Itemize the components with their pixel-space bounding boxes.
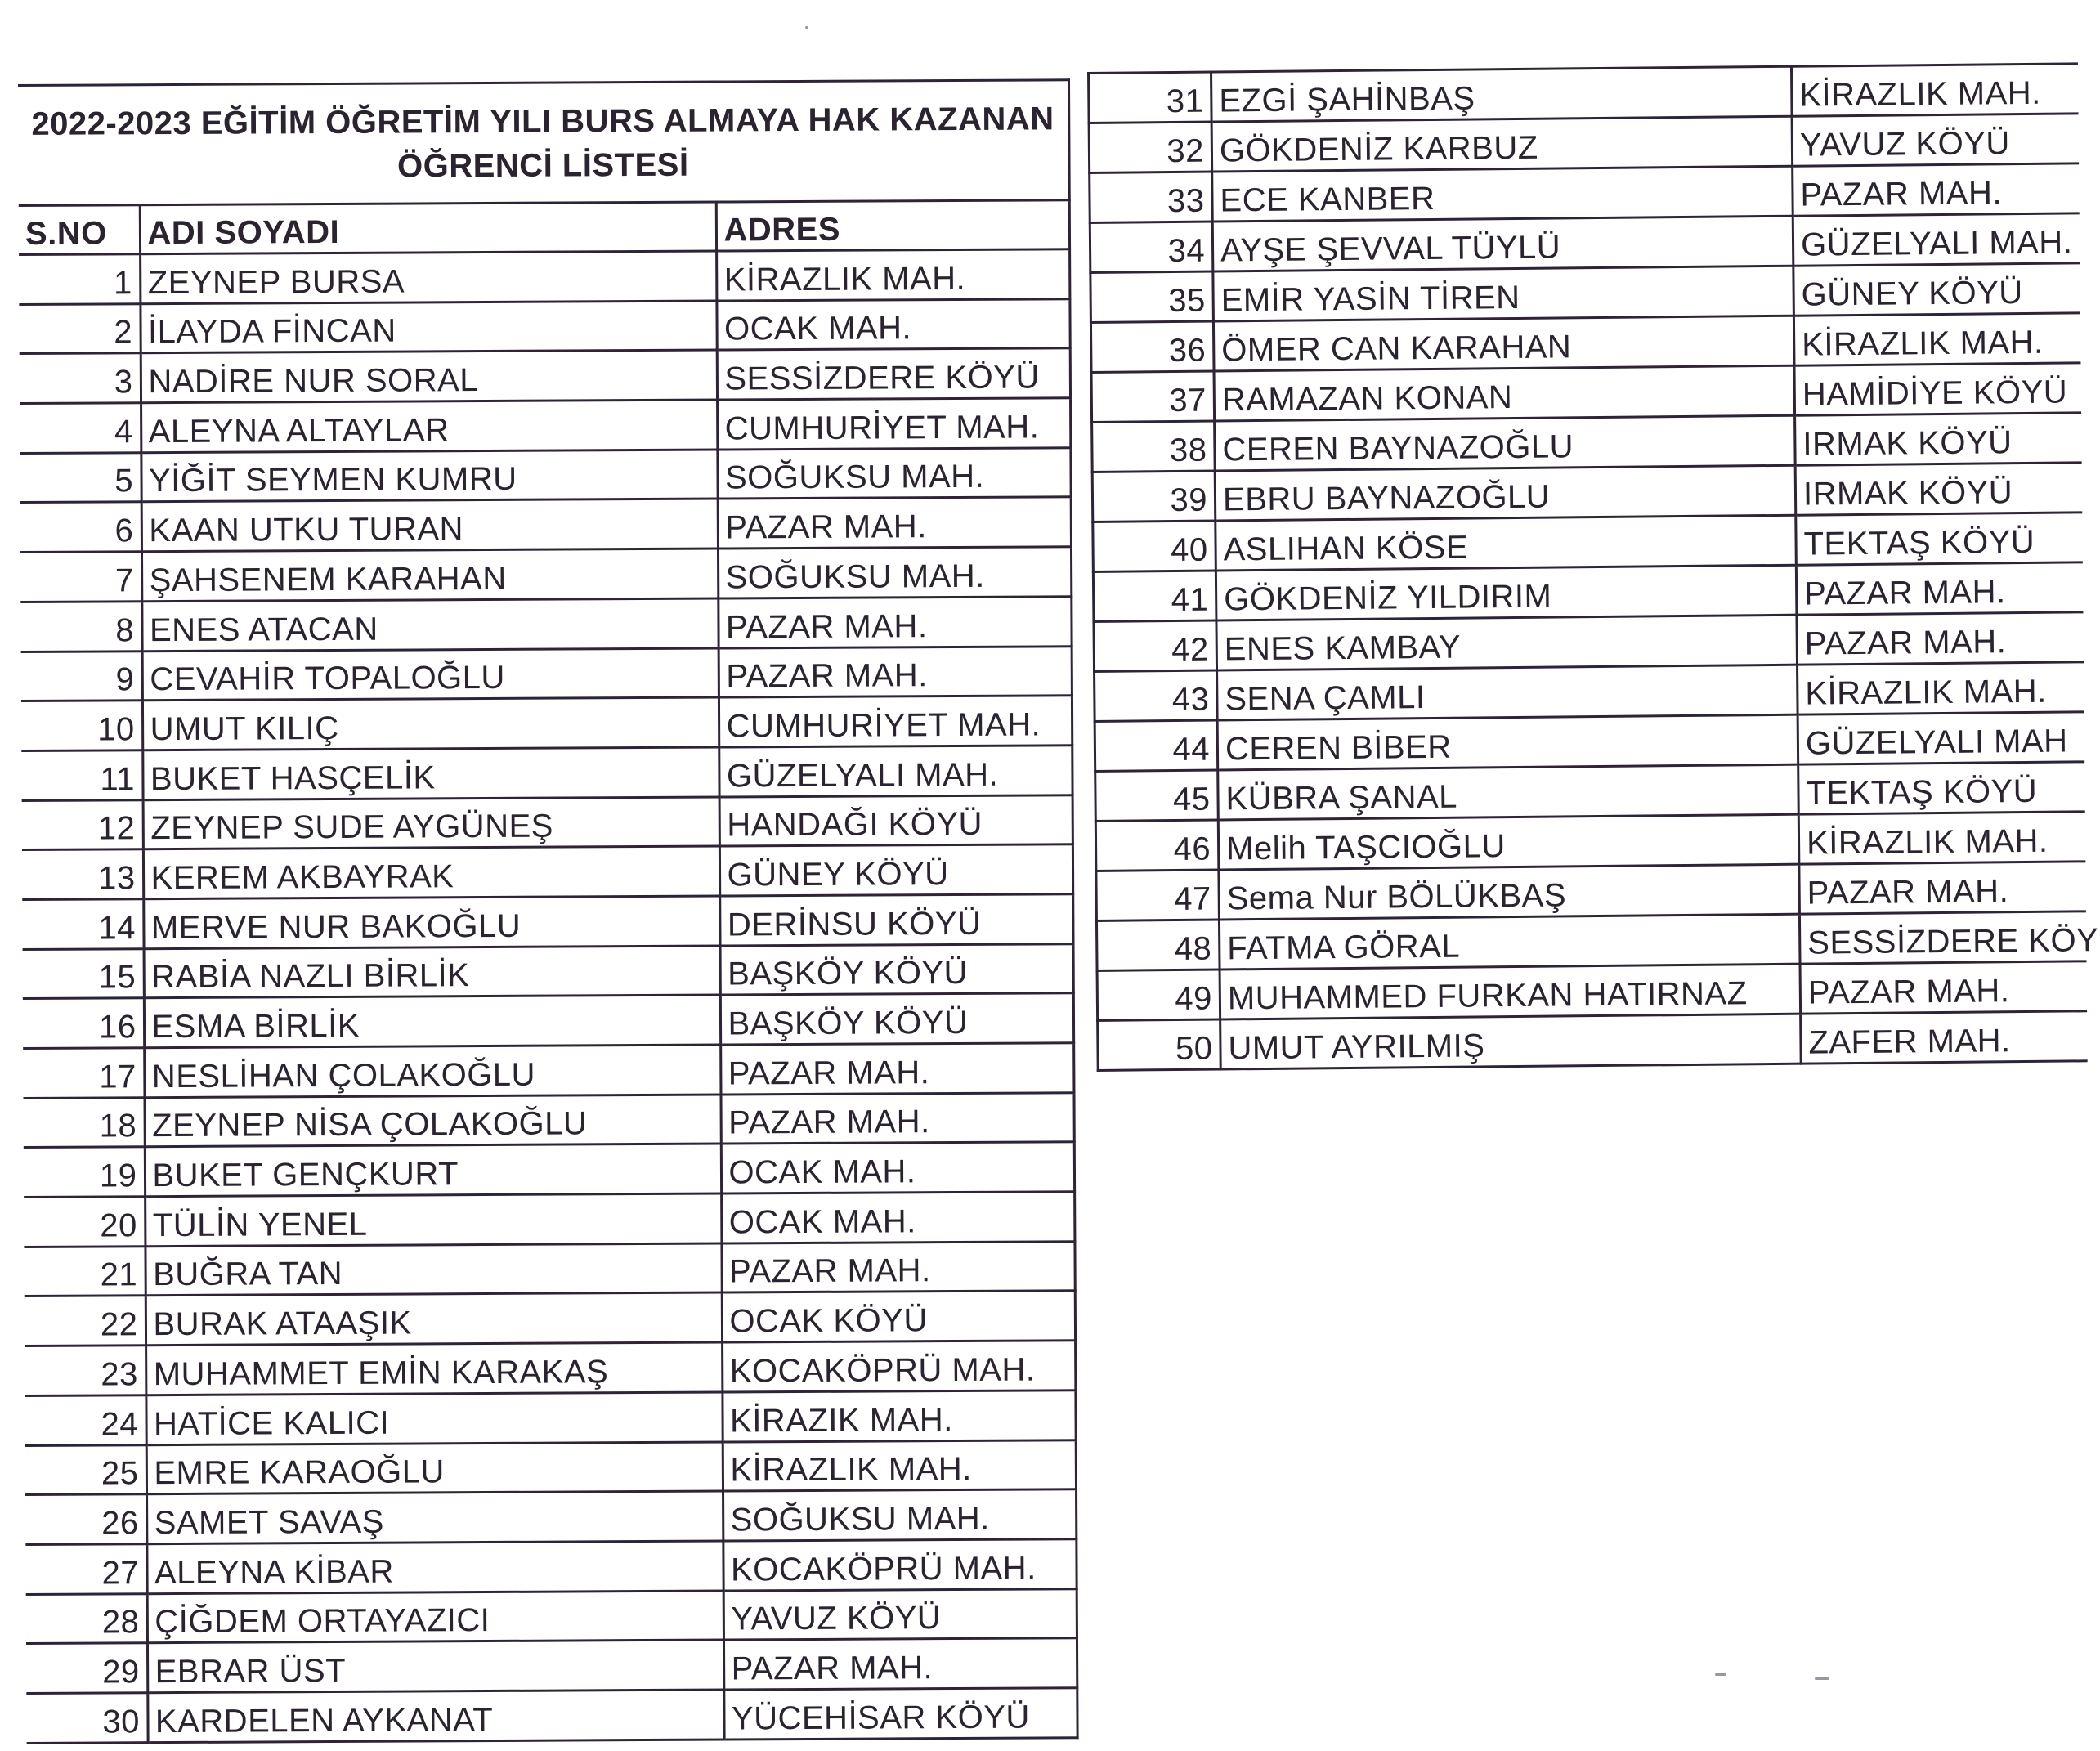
student-name: KAAN UTKU TURAN bbox=[141, 499, 718, 551]
row-number: 18 bbox=[23, 1097, 144, 1147]
student-address: CUMHURİYET MAH. bbox=[717, 398, 1070, 450]
table-row bbox=[1095, 662, 2084, 722]
table-row bbox=[22, 844, 1072, 899]
row-number: 24 bbox=[25, 1395, 146, 1445]
left-table-body bbox=[19, 249, 1077, 1743]
column-header-row bbox=[19, 200, 1069, 255]
table-row bbox=[1096, 862, 2086, 921]
row-number: 30 bbox=[26, 1693, 147, 1743]
row-number: 10 bbox=[21, 701, 142, 750]
student-name: KARDELEN AYKANAT bbox=[147, 1690, 723, 1742]
student-name: EBRAR ÜST bbox=[147, 1640, 723, 1692]
table-row bbox=[1093, 562, 2083, 622]
row-number: 27 bbox=[25, 1544, 146, 1594]
student-name: ECE KANBER bbox=[1212, 166, 1793, 222]
table-row bbox=[1090, 213, 2080, 273]
scholarship-list-table-right bbox=[1087, 62, 2099, 1072]
student-name: ENES ATACAN bbox=[141, 598, 718, 651]
row-number: 23 bbox=[25, 1346, 146, 1395]
row-number: 49 bbox=[1097, 970, 1220, 1020]
row-number: 37 bbox=[1091, 371, 1215, 422]
student-address: CUMHURİYET MAH. bbox=[719, 696, 1072, 747]
student-address: PAZAR MAH. bbox=[723, 1638, 1077, 1690]
row-number: 39 bbox=[1092, 471, 1216, 522]
row-number: 8 bbox=[20, 602, 141, 652]
table-row bbox=[25, 1291, 1075, 1346]
row-number: 12 bbox=[22, 799, 143, 849]
student-address: TEKTAŞ KÖYÜ bbox=[1796, 513, 2083, 565]
student-address: PAZAR MAH. bbox=[1796, 562, 2083, 615]
student-address: GÜZELYALI MAH. bbox=[719, 746, 1072, 797]
table-row bbox=[26, 1688, 1077, 1743]
student-address: SOĞUKSU MAH. bbox=[717, 448, 1070, 499]
scholarship-list-table-left bbox=[18, 78, 1078, 1744]
row-number: 29 bbox=[26, 1643, 147, 1693]
table-row bbox=[20, 348, 1070, 403]
table-row bbox=[1095, 762, 2085, 822]
student-address: GÜNEY KÖYÜ bbox=[1793, 263, 2080, 316]
column-header-address: ADRES bbox=[716, 200, 1069, 251]
table-row bbox=[25, 1440, 1076, 1494]
student-name: BUKET GENÇKURT bbox=[145, 1144, 721, 1196]
scan-speck bbox=[805, 26, 808, 29]
student-name: CEREN BAYNAZOĞLU bbox=[1215, 415, 1796, 471]
table-row bbox=[1090, 163, 2080, 223]
student-name: ESMA BİRLİK bbox=[144, 995, 720, 1047]
row-number: 15 bbox=[23, 948, 144, 998]
student-address: SOĞUKSU MAH. bbox=[718, 547, 1071, 598]
table-row bbox=[24, 1242, 1074, 1296]
student-name: ENES KAMBAY bbox=[1216, 615, 1798, 670]
table-row bbox=[24, 1192, 1074, 1247]
table-row bbox=[26, 1588, 1077, 1643]
table-row bbox=[1089, 64, 2079, 123]
student-name: KÜBRA ŞANAL bbox=[1218, 764, 1799, 820]
student-name: ÇİĞDEM ORTAYAZICI bbox=[147, 1591, 723, 1643]
table-row bbox=[1093, 513, 2083, 572]
row-number: 26 bbox=[25, 1494, 146, 1544]
student-name: ZEYNEP NİSA ÇOLAKOĞLU bbox=[144, 1095, 720, 1147]
student-address: YÜCEHİSAR KÖYÜ bbox=[723, 1688, 1077, 1740]
student-name: ALEYNA KİBAR bbox=[146, 1541, 723, 1593]
row-number: 5 bbox=[20, 452, 141, 502]
student-address: OCAK MAH. bbox=[721, 1142, 1074, 1193]
student-name: EMRE KARAOĞLU bbox=[146, 1442, 723, 1494]
table-row bbox=[24, 1142, 1074, 1197]
row-number: 14 bbox=[22, 899, 143, 949]
student-address: OCAK MAH. bbox=[716, 298, 1069, 350]
table-row bbox=[20, 497, 1071, 552]
row-number: 47 bbox=[1096, 870, 1220, 920]
row-number: 21 bbox=[24, 1246, 145, 1296]
table-row bbox=[20, 398, 1070, 453]
table-row bbox=[1092, 413, 2082, 472]
student-address: PAZAR MAH. bbox=[718, 497, 1071, 549]
row-number: 13 bbox=[22, 849, 143, 899]
column-header-no: S.NO bbox=[19, 205, 140, 255]
table-row bbox=[25, 1489, 1076, 1544]
student-address: KİRAZLIK MAH. bbox=[1798, 812, 2085, 864]
row-number: 1 bbox=[19, 254, 140, 304]
row-number: 7 bbox=[20, 552, 141, 602]
table-row bbox=[1095, 812, 2085, 871]
student-name: GÖKDENİZ YILDIRIM bbox=[1216, 565, 1797, 620]
table-row bbox=[1090, 263, 2080, 323]
student-name: FATMA GÖRAL bbox=[1219, 914, 1800, 970]
student-address: PAZAR MAH. bbox=[1797, 612, 2084, 665]
student-address: PAZAR MAH. bbox=[1793, 163, 2080, 216]
table-row bbox=[22, 795, 1072, 849]
table-row bbox=[19, 249, 1069, 304]
student-name: CEREN BİBER bbox=[1217, 714, 1798, 770]
table-row bbox=[23, 943, 1073, 998]
student-name: ZEYNEP BURSA bbox=[140, 251, 716, 303]
row-number: 35 bbox=[1090, 271, 1214, 322]
student-name: MUHAMMET EMİN KARAKAŞ bbox=[146, 1342, 722, 1395]
student-address: OCAK MAH. bbox=[721, 1192, 1074, 1243]
student-name: RABİA NAZLI BİRLİK bbox=[144, 946, 720, 998]
row-number: 2 bbox=[19, 303, 140, 353]
student-name: ALEYNA ALTAYLAR bbox=[141, 400, 717, 452]
student-address: KİRAZLIK MAH. bbox=[716, 249, 1069, 301]
table-row bbox=[1089, 114, 2079, 173]
student-address: PAZAR MAH. bbox=[720, 1043, 1073, 1095]
student-name: ÖMER CAN KARAHAN bbox=[1213, 316, 1794, 371]
scan-speck bbox=[1815, 1677, 1829, 1680]
student-name: TÜLİN YENEL bbox=[145, 1193, 721, 1246]
table-row bbox=[21, 646, 1072, 701]
student-address: KİRAZLIK MAH. bbox=[1798, 662, 2084, 714]
student-address: BAŞKÖY KÖYÜ bbox=[720, 943, 1073, 995]
table-row bbox=[1097, 961, 2087, 1021]
student-address: SOĞUKSU MAH. bbox=[723, 1489, 1076, 1541]
row-number: 11 bbox=[21, 750, 142, 800]
row-number: 34 bbox=[1090, 222, 1213, 272]
student-name: AYŞE ŞEVVAL TÜYLÜ bbox=[1212, 216, 1793, 271]
table-row bbox=[1090, 313, 2080, 373]
student-name: KEREM AKBAYRAK bbox=[143, 846, 719, 898]
row-number: 19 bbox=[24, 1147, 145, 1197]
row-number: 50 bbox=[1098, 1019, 1221, 1070]
student-name: EZGİ ŞAHİNBAŞ bbox=[1211, 66, 1793, 122]
student-address: HANDAĞI KÖYÜ bbox=[719, 795, 1072, 846]
student-address: PAZAR MAH. bbox=[718, 597, 1071, 648]
right-table-body bbox=[1089, 64, 2099, 1071]
student-address: BAŞKÖY KÖYÜ bbox=[720, 993, 1073, 1045]
student-name: EMİR YASİN TİREN bbox=[1213, 266, 1794, 321]
student-name: Melih TAŞCIOĞLU bbox=[1218, 814, 1799, 870]
table-row bbox=[25, 1341, 1075, 1395]
table-row bbox=[1092, 463, 2082, 522]
table-row bbox=[1095, 712, 2084, 772]
title-row bbox=[18, 80, 1069, 206]
student-address: KİRAZLIK MAH. bbox=[1791, 64, 2078, 116]
student-address: GÜZELYALI MAH bbox=[1798, 712, 2084, 764]
row-number: 16 bbox=[23, 998, 144, 1048]
student-name: BUĞRA TAN bbox=[145, 1243, 721, 1296]
row-number: 44 bbox=[1095, 720, 1218, 771]
table-row bbox=[1094, 612, 2084, 672]
student-name: SENA ÇAMLI bbox=[1217, 665, 1798, 720]
row-number: 32 bbox=[1089, 122, 1212, 172]
student-name: UMUT KILIÇ bbox=[142, 697, 719, 750]
student-name: RAMAZAN KONAN bbox=[1214, 365, 1795, 421]
student-name: İLAYDA FİNCAN bbox=[140, 301, 716, 353]
student-address: OCAK KÖYÜ bbox=[722, 1291, 1075, 1342]
student-address: PAZAR MAH. bbox=[721, 1242, 1074, 1293]
table-row bbox=[23, 993, 1073, 1048]
table-row bbox=[1091, 363, 2081, 423]
student-address: YAVUZ KÖYÜ bbox=[723, 1588, 1077, 1640]
student-name: HATİCE KALICI bbox=[146, 1392, 722, 1444]
student-name: GÖKDENİZ KARBUZ bbox=[1211, 116, 1793, 172]
student-address: SESSİZDERE KÖYÜ bbox=[717, 348, 1070, 400]
student-name: UMUT AYRILMIŞ bbox=[1220, 1014, 1802, 1069]
student-name: ZEYNEP SUDE AYGÜNEŞ bbox=[143, 797, 719, 849]
student-address: KİRAZLIK MAH. bbox=[1793, 313, 2080, 365]
table-row bbox=[25, 1539, 1076, 1594]
student-address: KİRAZLIK MAH. bbox=[723, 1440, 1076, 1491]
student-address: PAZAR MAH. bbox=[720, 1092, 1073, 1144]
row-number: 42 bbox=[1094, 620, 1217, 671]
row-number: 25 bbox=[25, 1444, 146, 1494]
title-line-2: ÖĞRENCİ LİSTESİ bbox=[396, 146, 689, 185]
row-number: 4 bbox=[20, 403, 141, 453]
row-number: 48 bbox=[1096, 920, 1220, 970]
student-address: PAZAR MAH. bbox=[719, 646, 1072, 697]
student-address: IRMAK KÖYÜ bbox=[1795, 413, 2082, 465]
student-address: ZAFER MAH. bbox=[1801, 1011, 2088, 1064]
student-name: ŞAHSENEM KARAHAN bbox=[141, 549, 718, 601]
table-row bbox=[21, 696, 1072, 750]
title-line-1: 2022-2023 EĞİTİM ÖĞRETİM YILI BURS ALMAYA HAK KAZANAN bbox=[31, 101, 1054, 142]
student-address: GÜZELYALI MAH. bbox=[1793, 213, 2080, 266]
table-row bbox=[23, 1092, 1073, 1147]
student-name: SAMET SAVAŞ bbox=[146, 1491, 723, 1543]
table-row bbox=[1096, 911, 2086, 971]
student-address: DERİNSU KÖYÜ bbox=[719, 894, 1072, 946]
student-name: BURAK ATAAŞIK bbox=[146, 1292, 722, 1345]
row-number: 17 bbox=[23, 1048, 144, 1098]
row-number: 31 bbox=[1089, 72, 1212, 123]
row-number: 45 bbox=[1095, 770, 1219, 821]
row-number: 41 bbox=[1093, 571, 1216, 621]
table-row bbox=[19, 298, 1069, 353]
table-row bbox=[20, 597, 1071, 652]
scan-speck bbox=[1715, 1673, 1726, 1676]
student-address: KOCAKÖPRÜ MAH. bbox=[722, 1341, 1075, 1392]
student-name: MERVE NUR BAKOĞLU bbox=[143, 896, 719, 948]
student-address: KİRAZIK MAH. bbox=[722, 1390, 1075, 1442]
row-number: 40 bbox=[1093, 521, 1216, 571]
row-number: 6 bbox=[20, 502, 141, 552]
table-row bbox=[22, 894, 1072, 949]
row-number: 22 bbox=[25, 1296, 146, 1346]
student-address: YAVUZ KÖYÜ bbox=[1792, 114, 2079, 166]
row-number: 38 bbox=[1092, 421, 1216, 472]
student-address: GÜNEY KÖYÜ bbox=[719, 844, 1072, 896]
student-name: NADİRE NUR SORAL bbox=[141, 350, 717, 402]
student-name: ASLIHAN KÖSE bbox=[1216, 515, 1797, 571]
student-address: PAZAR MAH. bbox=[1800, 961, 2087, 1014]
row-number: 3 bbox=[20, 353, 141, 403]
table-row bbox=[20, 448, 1070, 503]
column-header-name: ADI SOYADI bbox=[140, 202, 716, 254]
row-number: 43 bbox=[1095, 670, 1218, 721]
document-title bbox=[18, 80, 1069, 206]
student-name: Sema Nur BÖLÜKBAŞ bbox=[1219, 864, 1800, 920]
table-row bbox=[1098, 1011, 2088, 1071]
student-name: NESLİHAN ÇOLAKOĞLU bbox=[144, 1045, 720, 1097]
student-address: IRMAK KÖYÜ bbox=[1795, 463, 2082, 515]
row-number: 46 bbox=[1095, 820, 1219, 871]
student-address: KOCAKÖPRÜ MAH. bbox=[723, 1539, 1076, 1591]
row-number: 20 bbox=[24, 1197, 145, 1247]
student-address: TEKTAŞ KÖYÜ bbox=[1798, 762, 2085, 814]
student-name: EBRU BAYNAZOĞLU bbox=[1215, 465, 1796, 521]
row-number: 28 bbox=[26, 1593, 147, 1643]
row-number: 33 bbox=[1090, 172, 1213, 222]
table-row bbox=[23, 1043, 1073, 1098]
student-address: HAMİDİYE KÖYÜ bbox=[1794, 363, 2081, 415]
student-address: SESSİZDERE KÖY bbox=[1799, 911, 2086, 964]
student-name: BUKET HASÇELİK bbox=[142, 747, 719, 799]
student-name: MUHAMMED FURKAN HATIRNAZ bbox=[1220, 964, 1801, 1019]
student-name: YİĞİT SEYMEN KUMRU bbox=[141, 450, 717, 502]
row-number: 9 bbox=[21, 651, 142, 701]
row-number: 36 bbox=[1090, 321, 1214, 372]
table-row bbox=[20, 547, 1071, 602]
table-row bbox=[21, 746, 1072, 800]
student-address: PAZAR MAH. bbox=[1799, 862, 2086, 914]
table-row bbox=[25, 1390, 1075, 1445]
table-row bbox=[26, 1638, 1077, 1693]
student-name: CEVAHİR TOPALOĞLU bbox=[142, 648, 719, 701]
